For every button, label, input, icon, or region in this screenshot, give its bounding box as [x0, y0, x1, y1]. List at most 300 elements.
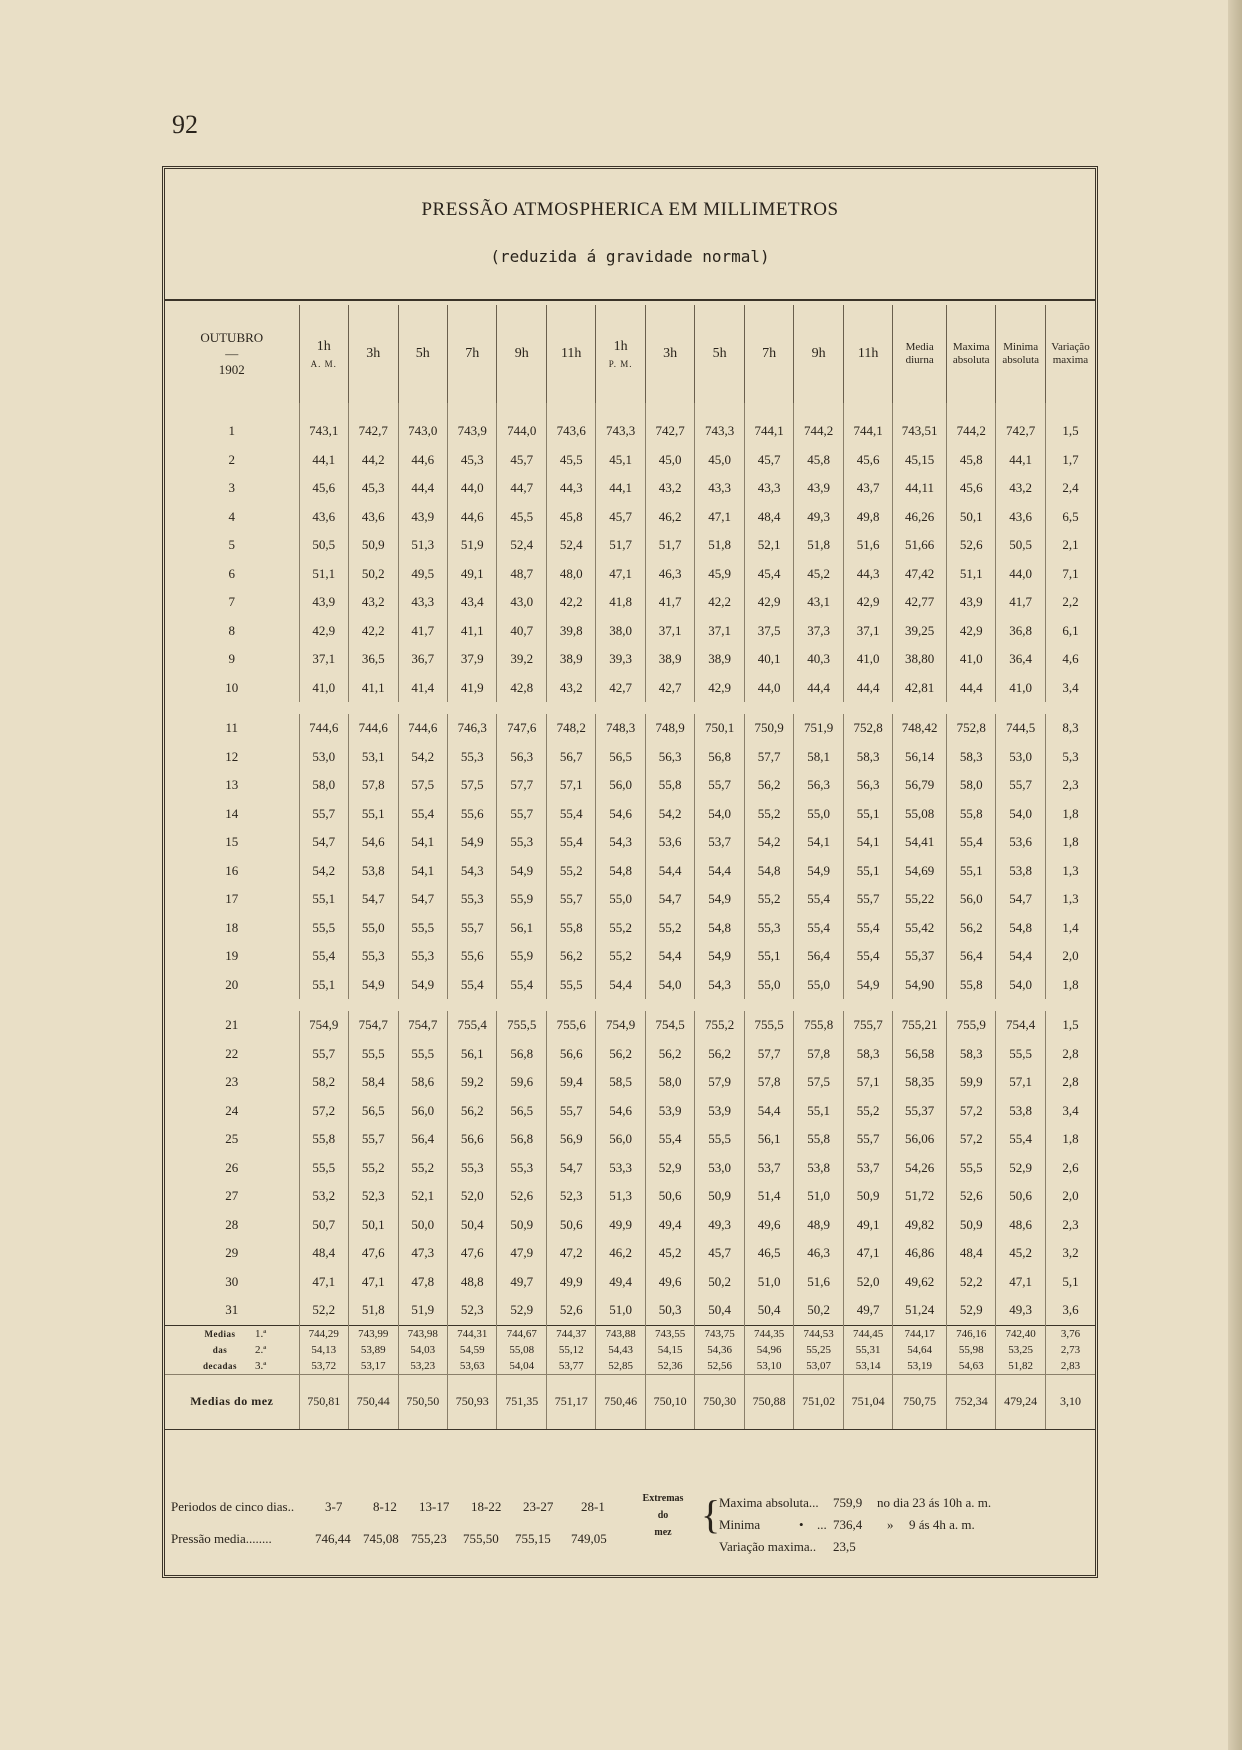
table-cell: 55,8	[794, 1125, 843, 1154]
table-cell: 49,9	[596, 1211, 645, 1240]
table-cell: 48,4	[744, 503, 793, 532]
table-cell: 1,5	[1045, 403, 1095, 446]
table-cell: 744,1	[843, 403, 892, 446]
table-cell: 54,7	[299, 828, 348, 857]
table-cell: 51,9	[447, 531, 496, 560]
table-cell: 39,25	[893, 617, 947, 646]
table-cell: 56,0	[596, 771, 645, 800]
table-cell: 52,0	[447, 1182, 496, 1211]
table-cell: 53,8	[794, 1154, 843, 1183]
decade-mean-cell: 744,67	[497, 1325, 546, 1342]
table-cell: 56,1	[744, 1125, 793, 1154]
table-cell: 45,8	[546, 503, 595, 532]
table-cell: 56,3	[497, 743, 546, 772]
table-cell: 48,8	[447, 1268, 496, 1297]
table-cell: 1,3	[1045, 885, 1095, 914]
table-cell: 56,06	[893, 1125, 947, 1154]
table-cell: 55,5	[398, 914, 447, 943]
table-cell: 56,2	[447, 1097, 496, 1126]
table-cell: 43,4	[447, 588, 496, 617]
table-cell: 54,7	[398, 885, 447, 914]
table-cell: 50,9	[843, 1182, 892, 1211]
table-cell: 1,7	[1045, 446, 1095, 475]
table-cell: 755,6	[546, 1011, 595, 1040]
table-row	[165, 446, 1095, 475]
pressure-item: 745,08	[363, 1531, 399, 1546]
table-cell: 54,3	[447, 857, 496, 886]
table-cell: 752,8	[946, 714, 995, 743]
header-hour: 9h	[794, 305, 843, 403]
decade-mean-cell: 744,45	[843, 1325, 892, 1342]
period-item: 23-27	[523, 1499, 554, 1514]
table-cell: 743,3	[695, 403, 744, 446]
header-month-year	[165, 305, 299, 403]
table-row	[165, 1211, 1095, 1240]
decade-mean-cell: 743,98	[398, 1325, 447, 1342]
table-cell: 56,14	[893, 743, 947, 772]
day-number: 9	[228, 651, 236, 667]
day-number: 18	[225, 919, 239, 935]
table-cell: 44,0	[744, 674, 793, 703]
table-cell: 44,3	[546, 474, 595, 503]
table-cell: 55,7	[447, 914, 496, 943]
table-cell: 50,4	[695, 1296, 744, 1325]
table-cell: 3,6	[1045, 1296, 1095, 1325]
table-cell: 45,9	[695, 560, 744, 589]
table-cell: 44,1	[596, 474, 645, 503]
table-row	[165, 645, 1095, 674]
table-cell: 55,7	[299, 800, 348, 829]
table-cell: 54,0	[996, 800, 1045, 829]
table-cell: 45,2	[996, 1239, 1045, 1268]
table-cell: 48,6	[996, 1211, 1045, 1240]
table-cell: 42,8	[497, 674, 546, 703]
table-cell: 42,7	[596, 674, 645, 703]
table-cell: 54,4	[744, 1097, 793, 1126]
table-cell: 744,5	[996, 714, 1045, 743]
table-cell: 50,2	[349, 560, 398, 589]
table-cell: 55,4	[843, 942, 892, 971]
decade-mean-cell: 743,55	[645, 1325, 694, 1342]
table-cell: 42,9	[946, 617, 995, 646]
table-cell: 47,2	[546, 1239, 595, 1268]
decade-mean-cell: 743,99	[349, 1325, 398, 1342]
table-cell: 55,4	[946, 828, 995, 857]
decade-label-text: decadas	[202, 1360, 237, 1371]
decade-mean-cell: 53,72	[299, 1358, 348, 1375]
day-number: 11	[225, 720, 239, 736]
table-cell: 40,7	[497, 617, 546, 646]
table-cell: 52,3	[349, 1182, 398, 1211]
table-cell: 57,7	[744, 1040, 793, 1069]
table-cell: 43,0	[497, 588, 546, 617]
table-cell: 37,5	[744, 617, 793, 646]
table-cell: 43,9	[299, 588, 348, 617]
table-cell: 50,9	[349, 531, 398, 560]
table-cell: 47,6	[349, 1239, 398, 1268]
table-cell: 49,4	[596, 1268, 645, 1297]
table-cell: 45,4	[744, 560, 793, 589]
table-cell: 54,26	[893, 1154, 947, 1183]
table-cell: 44,0	[996, 560, 1045, 589]
table-cell: 45,0	[645, 446, 694, 475]
table-cell: 56,2	[645, 1040, 694, 1069]
table-cell: 55,1	[299, 971, 348, 1000]
table-cell: 44,6	[447, 503, 496, 532]
table-cell: 52,3	[447, 1296, 496, 1325]
table-cell: 44,6	[398, 446, 447, 475]
table-cell: 1,8	[1045, 1125, 1095, 1154]
table-cell: 37,3	[794, 617, 843, 646]
table-cell: 37,9	[447, 645, 496, 674]
table-cell: 50,2	[695, 1268, 744, 1297]
header-hour: 3h	[645, 305, 694, 403]
table-cell: 54,0	[996, 971, 1045, 1000]
table-cell: 45,7	[695, 1239, 744, 1268]
table-cell: 55,1	[946, 857, 995, 886]
min-dots: ...	[817, 1517, 827, 1532]
table-cell: 44,4	[398, 474, 447, 503]
decade-mean-cell: 55,98	[946, 1342, 995, 1358]
table-cell: 744,0	[497, 403, 546, 446]
table-row	[165, 1125, 1095, 1154]
table-cell: 56,2	[596, 1040, 645, 1069]
table-cell: 51,66	[893, 531, 947, 560]
table-cell: 45,6	[946, 474, 995, 503]
table-cell: 53,8	[349, 857, 398, 886]
table-cell: 39,8	[546, 617, 595, 646]
table-cell: 42,9	[299, 617, 348, 646]
table-cell: 45,7	[497, 446, 546, 475]
table-row	[165, 1268, 1095, 1297]
table-cell: 57,8	[349, 771, 398, 800]
table-cell: 58,0	[645, 1068, 694, 1097]
max-label: Maxima absoluta...	[719, 1495, 819, 1510]
table-row	[165, 714, 1095, 743]
table-cell: 55,7	[349, 1125, 398, 1154]
table-cell: 55,7	[695, 771, 744, 800]
pressure-table	[165, 305, 1095, 1430]
table-cell: 46,5	[744, 1239, 793, 1268]
table-row	[165, 942, 1095, 971]
table-cell: 55,8	[546, 914, 595, 943]
table-row	[165, 588, 1095, 617]
table-cell: 55,4	[843, 914, 892, 943]
table-cell: 55,5	[946, 1154, 995, 1183]
decade-mean-cell: 53,10	[744, 1358, 793, 1375]
table-cell: 55,2	[744, 800, 793, 829]
table-cell: 53,6	[645, 828, 694, 857]
table-cell: 52,2	[946, 1268, 995, 1297]
min-label: Minima	[719, 1517, 761, 1532]
table-cell: 59,4	[546, 1068, 595, 1097]
table-row	[165, 1154, 1095, 1183]
table-cell: 48,4	[946, 1239, 995, 1268]
table-cell: 56,2	[744, 771, 793, 800]
table-cell: 52,4	[546, 531, 595, 560]
day-number: 23	[225, 1074, 239, 1090]
table-cell: 50,9	[497, 1211, 546, 1240]
table-cell: 57,2	[946, 1125, 995, 1154]
table-cell: 41,7	[996, 588, 1045, 617]
table-cell: 55,22	[893, 885, 947, 914]
month-mean-cell: 750,50	[398, 1374, 447, 1429]
table-cell: 55,3	[447, 743, 496, 772]
table-cell: 748,3	[596, 714, 645, 743]
table-cell: 4,6	[1045, 645, 1095, 674]
extremes-label-line: mez	[654, 1527, 672, 1538]
month-mean-cell: 750,93	[447, 1374, 496, 1429]
table-cell: 57,1	[843, 1068, 892, 1097]
table-cell: 53,1	[349, 743, 398, 772]
decade-mean-cell: 54,15	[645, 1342, 694, 1358]
table-cell: 50,6	[996, 1182, 1045, 1211]
day-number: 10	[225, 679, 239, 695]
header-hour: 11h	[843, 305, 892, 403]
table-cell: 44,0	[447, 474, 496, 503]
table-cell: 43,2	[349, 588, 398, 617]
table-cell: 754,4	[996, 1011, 1045, 1040]
table-cell: 2,0	[1045, 1182, 1095, 1211]
table-cell: 54,69	[893, 857, 947, 886]
table-cell: 54,9	[695, 885, 744, 914]
decade-mean-cell: 53,17	[349, 1358, 398, 1375]
table-cell: 55,37	[893, 1097, 947, 1126]
table-cell: 41,1	[349, 674, 398, 703]
table-cell: 52,9	[497, 1296, 546, 1325]
table-cell: 56,79	[893, 771, 947, 800]
day-number: 30	[225, 1273, 239, 1289]
table-cell: 42,7	[645, 674, 694, 703]
table-cell: 54,9	[794, 857, 843, 886]
table-cell: 45,8	[946, 446, 995, 475]
month-mean-row	[165, 1374, 1095, 1429]
table-cell: 57,8	[794, 1040, 843, 1069]
table-cell: 755,8	[794, 1011, 843, 1040]
table-cell: 43,3	[695, 474, 744, 503]
table-cell: 50,1	[349, 1211, 398, 1240]
period-item: 28-1	[581, 1499, 605, 1514]
table-cell: 57,7	[744, 743, 793, 772]
table-cell: 58,35	[893, 1068, 947, 1097]
table-cell: 49,8	[843, 503, 892, 532]
decade-mean-cell: 742,40	[996, 1325, 1045, 1342]
table-cell: 45,5	[546, 446, 595, 475]
table-cell: 54,2	[744, 828, 793, 857]
table-cell: 55,0	[794, 800, 843, 829]
day-number: 12	[225, 748, 239, 764]
table-cell: 754,9	[596, 1011, 645, 1040]
table-cell: 51,6	[843, 531, 892, 560]
table-cell: 750,9	[744, 714, 793, 743]
table-cell: 57,1	[996, 1068, 1045, 1097]
table-cell: 55,6	[447, 800, 496, 829]
max-when: no dia 23 ás 10h a. m.	[877, 1495, 992, 1510]
header-minima-absoluta: Minima absoluta	[996, 305, 1045, 403]
table-cell: 49,9	[546, 1268, 595, 1297]
table-cell: 3,4	[1045, 1097, 1095, 1126]
table-cell: 56,58	[893, 1040, 947, 1069]
decade-mean-cell: 52,85	[596, 1358, 645, 1375]
table-cell: 54,7	[996, 885, 1045, 914]
table-cell: 57,7	[497, 771, 546, 800]
table-cell: 6,1	[1045, 617, 1095, 646]
decade-gap	[165, 702, 1095, 714]
table-cell: 52,6	[497, 1182, 546, 1211]
header-hour: 7h	[447, 305, 496, 403]
table-cell: 57,9	[695, 1068, 744, 1097]
header-hour: 1h P. M.	[596, 305, 645, 403]
table-cell: 41,0	[996, 674, 1045, 703]
table-cell: 55,37	[893, 942, 947, 971]
decade-mean-cell: 54,96	[744, 1342, 793, 1358]
table-cell: 51,6	[794, 1268, 843, 1297]
table-cell: 54,2	[398, 743, 447, 772]
table-cell: 54,41	[893, 828, 947, 857]
table-cell: 44,4	[946, 674, 995, 703]
table-cell: 55,3	[349, 942, 398, 971]
table-row	[165, 1239, 1095, 1268]
table-cell: 53,8	[996, 857, 1045, 886]
table-cell: 55,0	[794, 971, 843, 1000]
table-cell: 47,8	[398, 1268, 447, 1297]
table-cell: 7,1	[1045, 560, 1095, 589]
decade-ordinal: 1.ª	[255, 1327, 267, 1340]
table-cell: 55,3	[744, 914, 793, 943]
table-cell: 50,1	[946, 503, 995, 532]
table-cell: 58,1	[794, 743, 843, 772]
table-cell: 743,0	[398, 403, 447, 446]
table-cell: 52,6	[946, 531, 995, 560]
table-cell: 52,9	[996, 1154, 1045, 1183]
table-cell: 55,5	[546, 971, 595, 1000]
header-hour: 7h	[744, 305, 793, 403]
decade-mean-cell: 53,25	[996, 1342, 1045, 1358]
table-cell: 54,4	[695, 857, 744, 886]
table-cell: 55,4	[546, 800, 595, 829]
var-label: Variação maxima..	[719, 1539, 817, 1554]
table-cell: 47,1	[299, 1268, 348, 1297]
table-cell: 747,6	[497, 714, 546, 743]
table-cell: 49,5	[398, 560, 447, 589]
table-cell: 45,2	[645, 1239, 694, 1268]
table-cell: 42,9	[695, 674, 744, 703]
table-cell: 55,0	[596, 885, 645, 914]
table-cell: 55,0	[744, 971, 793, 1000]
day-number: 15	[225, 834, 239, 850]
extremes-label-line: do	[657, 1510, 669, 1521]
table-cell: 1,4	[1045, 914, 1095, 943]
decade-mean-cell: 744,29	[299, 1325, 348, 1342]
header-hour: 5h	[695, 305, 744, 403]
table-cell: 36,7	[398, 645, 447, 674]
decade-ordinal: 3.ª	[255, 1359, 267, 1372]
table-cell: 53,2	[299, 1182, 348, 1211]
table-cell: 50,7	[299, 1211, 348, 1240]
table-cell: 45,3	[447, 446, 496, 475]
table-cell: 743,6	[546, 403, 595, 446]
table-cell: 3,2	[1045, 1239, 1095, 1268]
table-cell: 54,4	[645, 942, 694, 971]
table-cell: 55,1	[843, 800, 892, 829]
table-cell: 55,1	[349, 800, 398, 829]
table-cell: 744,1	[744, 403, 793, 446]
table-cell: 40,1	[744, 645, 793, 674]
table-cell: 42,2	[546, 588, 595, 617]
table-cell: 54,9	[447, 828, 496, 857]
table-cell: 50,9	[695, 1182, 744, 1211]
table-cell: 51,0	[794, 1182, 843, 1211]
table-cell: 49,4	[645, 1211, 694, 1240]
table-cell: 743,9	[447, 403, 496, 446]
table-cell: 49,7	[497, 1268, 546, 1297]
table-cell: 748,2	[546, 714, 595, 743]
table-cell: 47,1	[996, 1268, 1045, 1297]
table-subtitle: (reduzida á gravidade normal)	[490, 247, 770, 266]
table-cell: 1,3	[1045, 857, 1095, 886]
table-cell: 54,4	[596, 971, 645, 1000]
month-mean-cell: 750,46	[596, 1374, 645, 1429]
table-row	[165, 1296, 1095, 1325]
table-cell: 55,5	[299, 1154, 348, 1183]
table-cell: 51,0	[596, 1296, 645, 1325]
table-cell: 744,6	[398, 714, 447, 743]
table-cell: 38,80	[893, 645, 947, 674]
table-cell: 2,8	[1045, 1068, 1095, 1097]
table-cell: 54,7	[349, 885, 398, 914]
table-cell: 47,1	[695, 503, 744, 532]
table-cell: 56,2	[546, 942, 595, 971]
table-cell: 45,2	[794, 560, 843, 589]
table-cell: 54,8	[996, 914, 1045, 943]
table-cell: 45,8	[794, 446, 843, 475]
table-cell: 49,7	[843, 1296, 892, 1325]
table-cell: 54,1	[794, 828, 843, 857]
table-cell: 41,0	[299, 674, 348, 703]
table-cell: 50,4	[447, 1211, 496, 1240]
month-mean-cell: 752,34	[946, 1374, 995, 1429]
decade-mean-cell: 53,14	[843, 1358, 892, 1375]
table-cell: 49,1	[447, 560, 496, 589]
table-cell: 45,5	[497, 503, 546, 532]
table-cell: 45,3	[349, 474, 398, 503]
table-cell: 51,8	[695, 531, 744, 560]
table-row	[165, 560, 1095, 589]
table-cell: 750,1	[695, 714, 744, 743]
decade-mean-row	[165, 1325, 1095, 1342]
table-cell: 55,3	[497, 1154, 546, 1183]
table-cell: 55,7	[996, 771, 1045, 800]
decade-mean-cell: 54,03	[398, 1342, 447, 1358]
gap-cell	[165, 999, 1095, 1011]
table-frame	[162, 166, 1098, 1578]
pressure-label: Pressão media........	[171, 1531, 272, 1546]
table-cell: 742,7	[645, 403, 694, 446]
table-cell: 754,7	[398, 1011, 447, 1040]
table-cell: 744,6	[349, 714, 398, 743]
table-title: PRESSÃO ATMOSPHERICA EM MILLIMETROS	[421, 199, 839, 220]
table-cell: 55,3	[497, 828, 546, 857]
table-cell: 56,5	[349, 1097, 398, 1126]
table-cell: 45,6	[299, 474, 348, 503]
period-item: 18-22	[471, 1499, 502, 1514]
table-cell: 55,1	[794, 1097, 843, 1126]
table-cell: 58,3	[946, 1040, 995, 1069]
table-cell: 42,2	[349, 617, 398, 646]
table-cell: 53,7	[695, 828, 744, 857]
table-cell: 57,2	[946, 1097, 995, 1126]
pressure-item: 755,15	[515, 1531, 551, 1546]
